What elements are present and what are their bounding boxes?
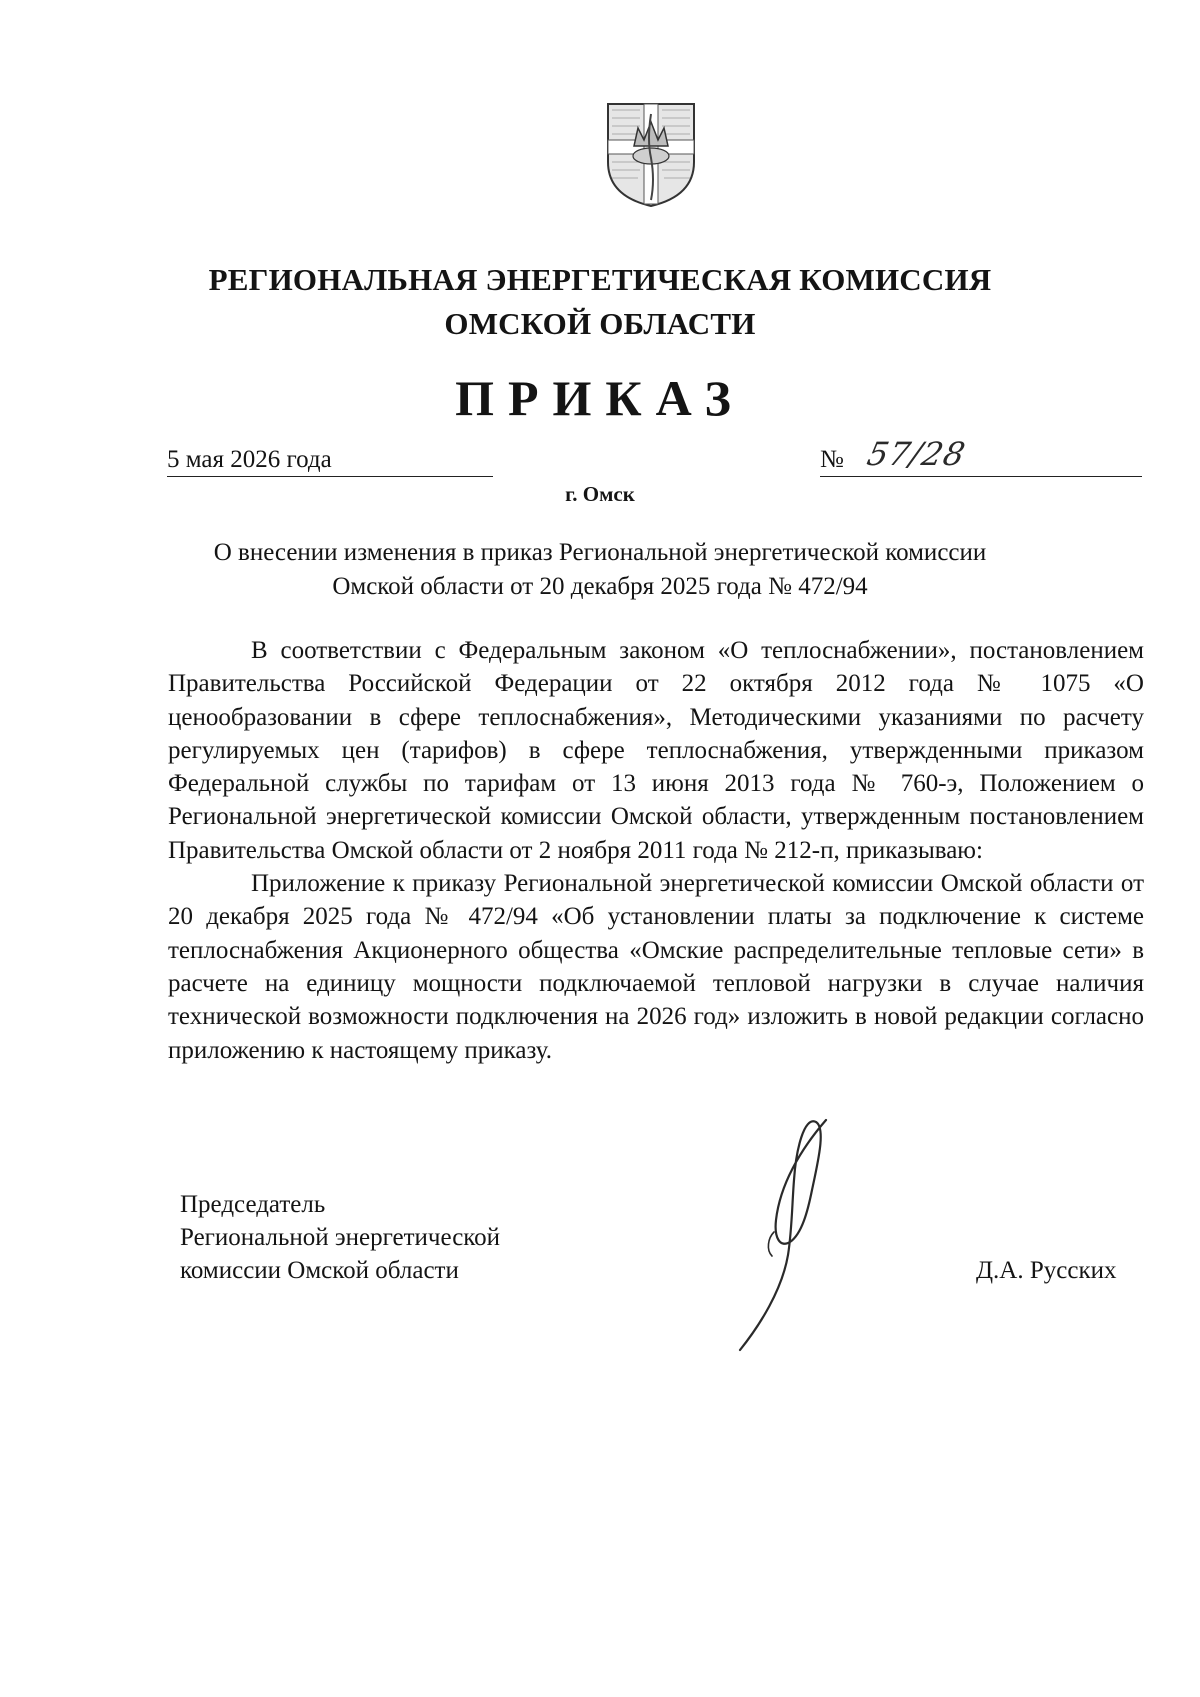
- signatory-title-line-3: комиссии Омской области: [180, 1257, 459, 1284]
- signatory-name: Д.А. Русских: [976, 1257, 1117, 1284]
- signatory-title-line-1: Председатель: [180, 1191, 326, 1218]
- body-paragraph-2: Приложение к приказу Региональной энергетической комиссии Омской области от 20 декабря 2025 года № 472/94 «Об установлении платы за подключение к системе теплоснабжения Акционерного общества «Омские распределительные тепловые сети» в расчете на единицу мощности подключаемой тепловой нагрузки в случае наличия технической возможности подключения на 2026 год» изложить в новой редакции согласно приложению к настоящему приказу.: [168, 870, 1144, 1064]
- document-date: 5 мая 2026 года: [167, 444, 493, 477]
- signatory-title-line-2: Региональной энергетической: [180, 1224, 501, 1251]
- subject-line-2: Омской области от 20 декабря 2025 года № 472/94: [332, 573, 868, 600]
- number-value: 57/28: [863, 435, 970, 473]
- document-subject: [150, 536, 1050, 604]
- organization-name-line-2: ОМСКОЙ ОБЛАСТИ: [444, 306, 756, 341]
- document-number: [820, 435, 1142, 477]
- number-sign: №: [820, 446, 844, 473]
- issue-city: г. Омск: [565, 482, 635, 506]
- organization-name-line-1: РЕГИОНАЛЬНАЯ ЭНЕРГЕТИЧЕСКАЯ КОМИССИЯ: [208, 262, 992, 297]
- handwritten-signature-icon: [730, 1110, 860, 1355]
- signatory-title: [180, 1188, 500, 1287]
- document-type: ПРИКАЗ: [455, 370, 745, 426]
- organization-name: [0, 258, 1200, 346]
- coat-of-arms-icon: [604, 100, 698, 210]
- document-body: [168, 634, 1144, 1067]
- body-paragraph-1: В соответствии с Федеральным законом «О теплоснабжении», постановлением Правительства Российской Федерации от 22 октября 2012 года № 1075 «О ценообразовании в сфере теплоснабжения», Методическими указаниями по расчету регулируемых цен (тарифов) в сфере теплоснабжения, утвержденными приказом Федеральной службы по тарифам от 13 июня 2013 года № 760-э, Положением о Региональной энергетической комиссии Омской области, утвержденным постановлением Правительства Омской области от 2 ноября 2011 года № 212-п, приказываю:: [168, 637, 1144, 864]
- subject-line-1: О внесении изменения в приказ Региональной энергетической комиссии: [213, 539, 987, 566]
